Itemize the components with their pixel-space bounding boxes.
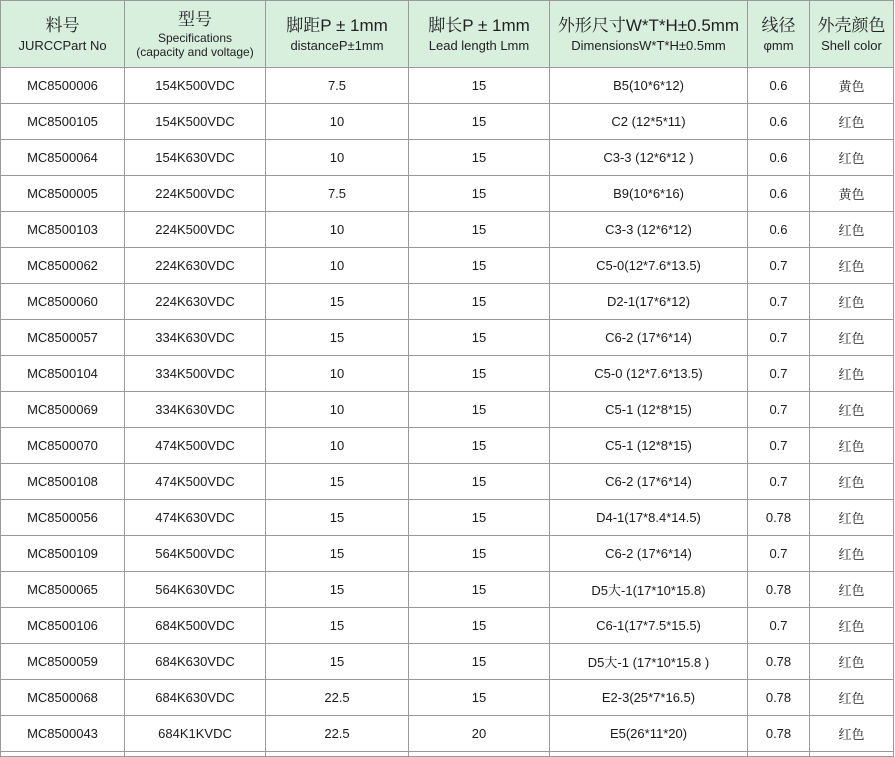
cell-shell-color: 红色 bbox=[810, 212, 894, 248]
cell-lead-length: 15 bbox=[409, 428, 550, 464]
cell-distance: 7.5 bbox=[266, 68, 409, 104]
table-row bbox=[1, 644, 894, 680]
header-row bbox=[1, 1, 894, 68]
table-row bbox=[1, 392, 894, 428]
cell-dimensions: C5-0(12*7.6*13.5) bbox=[550, 248, 748, 284]
cell-distance: 10 bbox=[266, 212, 409, 248]
cell-lead-length: 15 bbox=[409, 176, 550, 212]
table-row bbox=[1, 428, 894, 464]
cell-lead-length: 15 bbox=[409, 572, 550, 608]
cell-wire-diameter: 0.7 bbox=[748, 608, 810, 644]
cell-part-no: MC8500060 bbox=[1, 284, 125, 320]
cell-lead-length: 15 bbox=[409, 536, 550, 572]
cell-shell-color: 红色 bbox=[810, 284, 894, 320]
table-row bbox=[1, 680, 894, 716]
cell-part-no: MC8500103 bbox=[1, 212, 125, 248]
cell-shell-color: 红色 bbox=[810, 140, 894, 176]
cell-empty bbox=[550, 752, 748, 757]
header-distance-zh: 脚距P ± 1mm bbox=[286, 15, 388, 35]
cell-dimensions: C5-1 (12*8*15) bbox=[550, 392, 748, 428]
cell-dimensions: C3-3 (12*6*12 ) bbox=[550, 140, 748, 176]
header-spec bbox=[125, 1, 266, 68]
cell-wire-diameter: 0.6 bbox=[748, 212, 810, 248]
header-spec-en2: (capacity and voltage) bbox=[136, 45, 254, 59]
cell-dimensions: E5(26*11*20) bbox=[550, 716, 748, 752]
cell-distance: 15 bbox=[266, 644, 409, 680]
cell-spec: 224K500VDC bbox=[125, 212, 266, 248]
cell-wire-diameter: 0.78 bbox=[748, 716, 810, 752]
cell-distance: 15 bbox=[266, 572, 409, 608]
cell-empty bbox=[409, 752, 550, 757]
cell-dimensions: D5大-1(17*10*15.8) bbox=[550, 572, 748, 608]
cell-part-no: MC8500106 bbox=[1, 608, 125, 644]
cell-wire-diameter: 0.7 bbox=[748, 392, 810, 428]
cell-shell-color: 红色 bbox=[810, 644, 894, 680]
cell-shell-color: 红色 bbox=[810, 356, 894, 392]
header-lead-length bbox=[409, 1, 550, 68]
cell-spec: 684K500VDC bbox=[125, 608, 266, 644]
cell-part-no: MC8500056 bbox=[1, 500, 125, 536]
cell-spec: 564K500VDC bbox=[125, 536, 266, 572]
table-row-partial bbox=[1, 752, 894, 757]
header-lead-length-zh: 脚长P ± 1mm bbox=[428, 15, 530, 35]
header-spec-en: Specifications bbox=[157, 31, 233, 45]
cell-lead-length: 15 bbox=[409, 500, 550, 536]
cell-empty bbox=[125, 752, 266, 757]
cell-dimensions: D4-1(17*8.4*14.5) bbox=[550, 500, 748, 536]
cell-dimensions: E2-3(25*7*16.5) bbox=[550, 680, 748, 716]
cell-spec: 684K630VDC bbox=[125, 644, 266, 680]
cell-shell-color: 红色 bbox=[810, 536, 894, 572]
cell-shell-color: 红色 bbox=[810, 500, 894, 536]
cell-distance: 22.5 bbox=[266, 716, 409, 752]
cell-spec: 224K630VDC bbox=[125, 248, 266, 284]
header-dimensions-en: DimensionsW*T*H±0.5mm bbox=[571, 37, 726, 53]
cell-lead-length: 15 bbox=[409, 356, 550, 392]
cell-part-no: MC8500059 bbox=[1, 644, 125, 680]
cell-part-no: MC8500006 bbox=[1, 68, 125, 104]
header-distance-en: distanceP±1mm bbox=[290, 37, 384, 53]
cell-wire-diameter: 0.7 bbox=[748, 320, 810, 356]
cell-spec: 684K630VDC bbox=[125, 680, 266, 716]
cell-dimensions: C6-2 (17*6*14) bbox=[550, 536, 748, 572]
cell-wire-diameter: 0.6 bbox=[748, 176, 810, 212]
header-part-no-en: JURCCPart No bbox=[18, 37, 107, 53]
header-wire-diameter-zh: 线径 bbox=[761, 15, 796, 35]
cell-distance: 10 bbox=[266, 104, 409, 140]
cell-lead-length: 15 bbox=[409, 104, 550, 140]
cell-distance: 22.5 bbox=[266, 680, 409, 716]
header-dimensions-zh: 外形尺寸W*T*H±0.5mm bbox=[557, 15, 740, 35]
cell-distance: 15 bbox=[266, 320, 409, 356]
table-row bbox=[1, 572, 894, 608]
cell-shell-color: 红色 bbox=[810, 428, 894, 464]
cell-wire-diameter: 0.78 bbox=[748, 500, 810, 536]
cell-dimensions: C5-1 (12*8*15) bbox=[550, 428, 748, 464]
cell-lead-length: 15 bbox=[409, 680, 550, 716]
cell-dimensions: D2-1(17*6*12) bbox=[550, 284, 748, 320]
cell-shell-color: 红色 bbox=[810, 572, 894, 608]
cell-distance: 15 bbox=[266, 608, 409, 644]
cell-distance: 7.5 bbox=[266, 176, 409, 212]
cell-spec: 684K1KVDC bbox=[125, 716, 266, 752]
cell-part-no: MC8500057 bbox=[1, 320, 125, 356]
cell-spec: 474K500VDC bbox=[125, 464, 266, 500]
header-shell-color-en: Shell color bbox=[821, 37, 882, 53]
cell-wire-diameter: 0.78 bbox=[748, 680, 810, 716]
cell-wire-diameter: 0.6 bbox=[748, 104, 810, 140]
cell-shell-color: 红色 bbox=[810, 608, 894, 644]
cell-part-no: MC8500068 bbox=[1, 680, 125, 716]
table-row bbox=[1, 176, 894, 212]
cell-part-no: MC8500064 bbox=[1, 140, 125, 176]
cell-part-no: MC8500070 bbox=[1, 428, 125, 464]
table-row bbox=[1, 716, 894, 752]
table-row bbox=[1, 500, 894, 536]
table-row bbox=[1, 284, 894, 320]
cell-part-no: MC8500105 bbox=[1, 104, 125, 140]
table-row bbox=[1, 68, 894, 104]
table-row bbox=[1, 212, 894, 248]
table-row bbox=[1, 320, 894, 356]
cell-part-no: MC8500108 bbox=[1, 464, 125, 500]
header-shell-color-zh: 外壳颜色 bbox=[817, 15, 886, 35]
cell-lead-length: 15 bbox=[409, 608, 550, 644]
cell-spec: 334K500VDC bbox=[125, 356, 266, 392]
cell-dimensions: C6-1(17*7.5*15.5) bbox=[550, 608, 748, 644]
cell-dimensions: B5(10*6*12) bbox=[550, 68, 748, 104]
cell-lead-length: 15 bbox=[409, 320, 550, 356]
cell-wire-diameter: 0.7 bbox=[748, 464, 810, 500]
cell-wire-diameter: 0.7 bbox=[748, 284, 810, 320]
cell-lead-length: 15 bbox=[409, 644, 550, 680]
cell-dimensions: B9(10*6*16) bbox=[550, 176, 748, 212]
cell-spec: 154K630VDC bbox=[125, 140, 266, 176]
cell-shell-color: 红色 bbox=[810, 464, 894, 500]
table-row bbox=[1, 140, 894, 176]
cell-dimensions: C6-2 (17*6*14) bbox=[550, 464, 748, 500]
cell-distance: 15 bbox=[266, 464, 409, 500]
header-part-no-zh: 料号 bbox=[45, 15, 80, 35]
cell-distance: 15 bbox=[266, 284, 409, 320]
cell-wire-diameter: 0.6 bbox=[748, 140, 810, 176]
cell-spec: 334K630VDC bbox=[125, 320, 266, 356]
cell-distance: 10 bbox=[266, 356, 409, 392]
header-dimensions bbox=[550, 1, 748, 68]
cell-shell-color: 红色 bbox=[810, 248, 894, 284]
cell-empty bbox=[810, 752, 894, 757]
cell-spec: 154K500VDC bbox=[125, 104, 266, 140]
header-shell-color bbox=[810, 1, 894, 68]
cell-shell-color: 红色 bbox=[810, 320, 894, 356]
cell-empty bbox=[748, 752, 810, 757]
cell-part-no: MC8500104 bbox=[1, 356, 125, 392]
cell-part-no: MC8500062 bbox=[1, 248, 125, 284]
cell-shell-color: 红色 bbox=[810, 104, 894, 140]
cell-shell-color: 红色 bbox=[810, 716, 894, 752]
cell-spec: 154K500VDC bbox=[125, 68, 266, 104]
cell-empty bbox=[266, 752, 409, 757]
cell-part-no: MC8500065 bbox=[1, 572, 125, 608]
cell-dimensions: C5-0 (12*7.6*13.5) bbox=[550, 356, 748, 392]
header-distance bbox=[266, 1, 409, 68]
table-row bbox=[1, 464, 894, 500]
cell-wire-diameter: 0.7 bbox=[748, 356, 810, 392]
header-spec-zh: 型号 bbox=[178, 10, 212, 29]
cell-wire-diameter: 0.78 bbox=[748, 644, 810, 680]
cell-wire-diameter: 0.6 bbox=[748, 68, 810, 104]
header-wire-diameter-en: φmm bbox=[763, 37, 794, 53]
header-lead-length-en: Lead length Lmm bbox=[428, 37, 530, 53]
cell-dimensions: C3-3 (12*6*12) bbox=[550, 212, 748, 248]
cell-lead-length: 15 bbox=[409, 212, 550, 248]
cell-spec: 474K500VDC bbox=[125, 428, 266, 464]
cell-spec: 224K630VDC bbox=[125, 284, 266, 320]
cell-part-no: MC8500069 bbox=[1, 392, 125, 428]
cell-dimensions: C6-2 (17*6*14) bbox=[550, 320, 748, 356]
cell-lead-length: 15 bbox=[409, 68, 550, 104]
cell-lead-length: 15 bbox=[409, 464, 550, 500]
cell-shell-color: 红色 bbox=[810, 392, 894, 428]
cell-distance: 10 bbox=[266, 428, 409, 464]
cell-dimensions: C2 (12*5*11) bbox=[550, 104, 748, 140]
cell-spec: 474K630VDC bbox=[125, 500, 266, 536]
cell-distance: 10 bbox=[266, 140, 409, 176]
cell-lead-length: 15 bbox=[409, 140, 550, 176]
table-row bbox=[1, 104, 894, 140]
header-wire-diameter bbox=[748, 1, 810, 68]
cell-lead-length: 20 bbox=[409, 716, 550, 752]
cell-part-no: MC8500005 bbox=[1, 176, 125, 212]
cell-empty bbox=[1, 752, 125, 757]
cell-wire-diameter: 0.7 bbox=[748, 536, 810, 572]
cell-distance: 10 bbox=[266, 392, 409, 428]
cell-part-no: MC8500043 bbox=[1, 716, 125, 752]
cell-part-no: MC8500109 bbox=[1, 536, 125, 572]
cell-wire-diameter: 0.7 bbox=[748, 248, 810, 284]
cell-lead-length: 15 bbox=[409, 392, 550, 428]
cell-distance: 15 bbox=[266, 536, 409, 572]
cell-shell-color: 红色 bbox=[810, 680, 894, 716]
cell-lead-length: 15 bbox=[409, 248, 550, 284]
cell-wire-diameter: 0.78 bbox=[748, 572, 810, 608]
table-row bbox=[1, 536, 894, 572]
cell-distance: 15 bbox=[266, 500, 409, 536]
cell-dimensions: D5大-1 (17*10*15.8 ) bbox=[550, 644, 748, 680]
cell-spec: 564K630VDC bbox=[125, 572, 266, 608]
cell-wire-diameter: 0.7 bbox=[748, 428, 810, 464]
cell-shell-color: 黄色 bbox=[810, 68, 894, 104]
table-row bbox=[1, 608, 894, 644]
header-part-no bbox=[1, 1, 125, 68]
cell-lead-length: 15 bbox=[409, 284, 550, 320]
cell-spec: 224K500VDC bbox=[125, 176, 266, 212]
cell-shell-color: 黄色 bbox=[810, 176, 894, 212]
table-row bbox=[1, 356, 894, 392]
table-body bbox=[1, 68, 894, 757]
cell-distance: 10 bbox=[266, 248, 409, 284]
cell-spec: 334K630VDC bbox=[125, 392, 266, 428]
table-row bbox=[1, 248, 894, 284]
